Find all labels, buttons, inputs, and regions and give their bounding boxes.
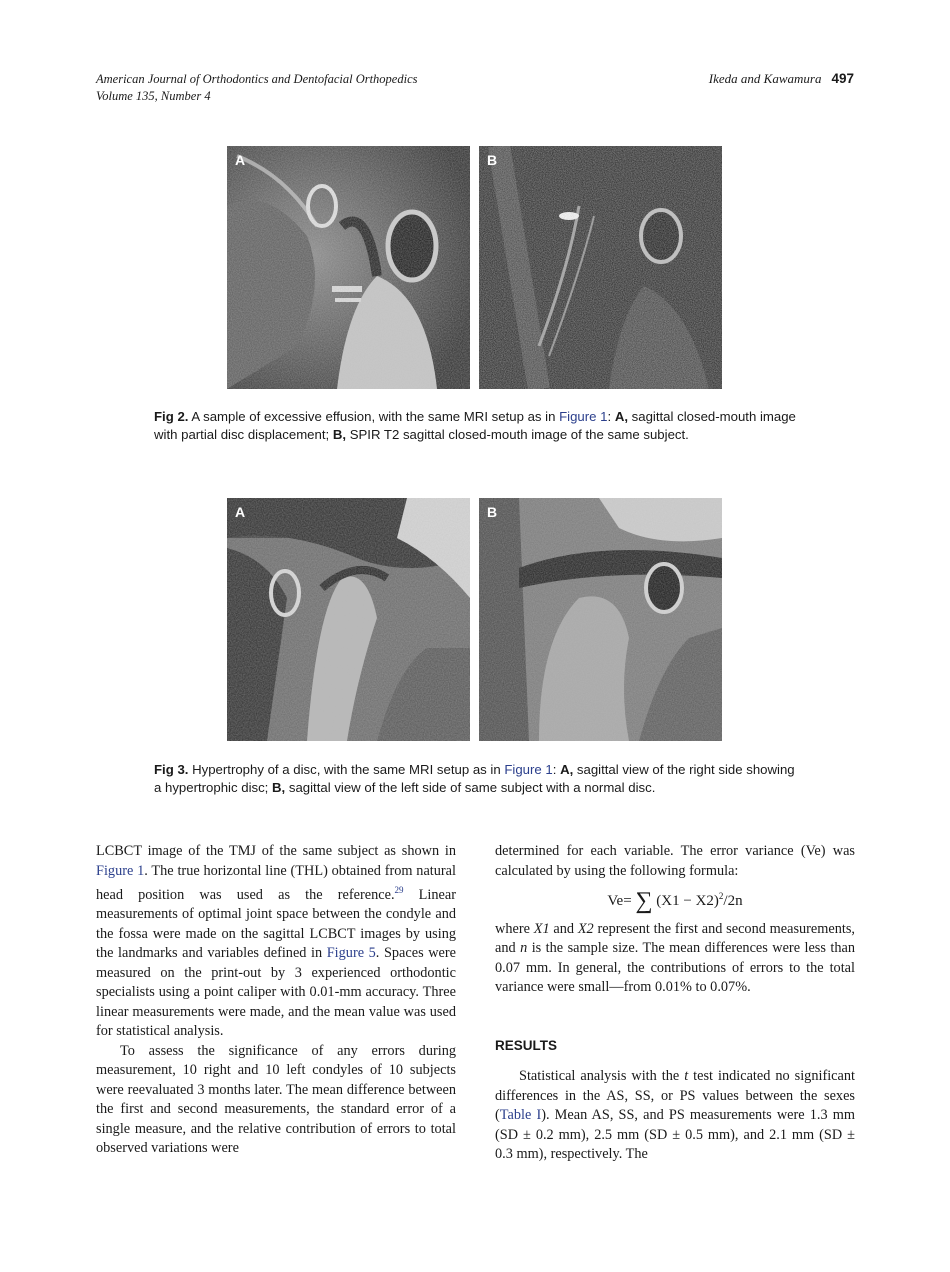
formula-lhs: Ve=: [607, 893, 632, 909]
right-column: [495, 842, 855, 1165]
results-heading: RESULTS: [495, 1037, 558, 1053]
fig2-caption-a-text: sagittal closed-mouth image with partial disc displacement;: [154, 409, 796, 442]
left-paragraph-2: To assess the significance of any errors during measurement, 10 right and 10 left condyles of 10 subjects were reevaluated 3 months later. The mean difference between the first and second measurements, the standard error of a single measure, and the relative contribution of errors to total observed variations were: [96, 1042, 456, 1157]
fig3-panel-a-label: A: [235, 504, 246, 520]
fig2-panel-a-mri: [227, 146, 470, 389]
text-run: . Spaces were measured on the print-out by 3 experienced orthodontic specialists using a point caliper with 0.01-mm accuracy. Three linear measurements were made, and the mean value was used for statistical analysis.: [96, 945, 457, 1040]
fig3-caption-label: Fig 3.: [154, 762, 189, 777]
text-run: and: [549, 920, 578, 937]
fig2-caption-text: A sample of excessive effusion, with the same MRI setup as in: [188, 409, 560, 424]
fig3-caption-b-text: sagittal view of the left side of same subject with a normal disc.: [285, 780, 656, 795]
var-x2: X2: [577, 920, 594, 937]
fig2-panel-a-label: A: [235, 152, 246, 168]
figure-3-images: [227, 498, 722, 741]
error-variance-formula: [495, 887, 855, 912]
formula-tail: /2n: [723, 893, 743, 909]
right-paragraph-3: [495, 1067, 855, 1165]
right-paragraph-1: determined for each variable. The error variance (Ve) was calculated by using the following formula:: [495, 843, 855, 879]
running-header-left: [96, 71, 418, 105]
fig3-figure1-link[interactable]: Figure 1: [504, 762, 553, 777]
fig2-caption-a-label: A,: [614, 409, 628, 424]
fig2-caption-b-text: SPIR T2 sagittal closed-mouth image of the same subject.: [346, 427, 689, 442]
figure-1-link[interactable]: Figure 1: [96, 862, 145, 879]
fig3-panel-b-label: B: [487, 504, 498, 520]
text-run: represent the first and second measurements, and: [495, 920, 856, 956]
text-run: LCBCT image of the TMJ of the same subject as shown in: [96, 843, 456, 859]
formula-body: (X1 − X2): [656, 893, 719, 909]
fig2-figure1-link[interactable]: Figure 1: [559, 409, 608, 424]
figure-2-images: [227, 146, 722, 389]
sum-symbol: ∑: [635, 888, 653, 914]
text-run: Statistical analysis with the: [519, 1068, 685, 1084]
fig2-panel-b-mri: [479, 146, 722, 389]
text-run: Linear measurements of optimal joint space between the condyle and the fossa were made on the sagittal LCBCT images by using the landmarks and variables defined in: [96, 886, 456, 962]
figure-5-link[interactable]: Figure 5: [326, 945, 376, 962]
fig2-caption-label: Fig 2.: [154, 409, 189, 424]
fig3-caption-text: Hypertrophy of a disc, with the same MRI setup as in: [188, 762, 505, 777]
reference-29-link[interactable]: 29: [394, 885, 404, 895]
page-number: 497: [831, 71, 854, 86]
formula-exponent: 2: [718, 891, 724, 901]
left-paragraph-1: [96, 842, 456, 1042]
text-run: is the sample size. The mean differences were less than 0.07 mm. In general, the contributions of errors to the total variance were small—from 0.01% to 0.07%.: [495, 940, 855, 995]
fig3-caption-b-label: B,: [272, 780, 286, 795]
figure-3-caption: [154, 761, 799, 797]
text-run: where: [495, 920, 534, 937]
fig3-caption-a-label: A,: [560, 762, 574, 777]
fig3-panel-a-mri: [227, 498, 470, 741]
journal-title: American Journal of Orthodontics and Dentofacial Orthopedics: [96, 72, 418, 86]
journal-volume: Volume 135, Number 4: [96, 89, 211, 103]
table-1-link[interactable]: Table I: [499, 1107, 542, 1123]
fig3-panel-b-mri: [479, 498, 722, 741]
running-authors: Ikeda and Kawamura: [708, 71, 822, 86]
var-x1: X1: [533, 920, 550, 937]
text-run: . The true horizontal line (THL) obtained from natural head position was used as the reference.: [96, 862, 456, 903]
right-paragraph-2: [495, 920, 855, 998]
fig2-caption-colon: :: [607, 409, 615, 424]
text-run: ). Mean AS, SS, and PS measurements were 1.3 mm (SD ± 0.2 mm), 2.5 mm (SD ± 0.5 mm), and 2.1 mm (SD ± 0.3 mm), respectively. The: [495, 1107, 855, 1162]
figure-2-caption: [154, 408, 799, 444]
fig2-panel-b-label: B: [487, 152, 498, 168]
left-column: [96, 842, 456, 1159]
var-n: n: [520, 940, 528, 956]
fig2-caption-b-label: B,: [332, 427, 347, 442]
fig3-caption-colon: :: [552, 762, 561, 777]
var-t: t: [684, 1068, 689, 1084]
fig3-caption-a-text: sagittal view of the right side showing a hypertrophic disc;: [154, 762, 795, 795]
running-header-right: [709, 71, 854, 87]
text-run: test indicated no significant differences in the AS, SS, or PS values between the sexes (: [495, 1068, 855, 1123]
